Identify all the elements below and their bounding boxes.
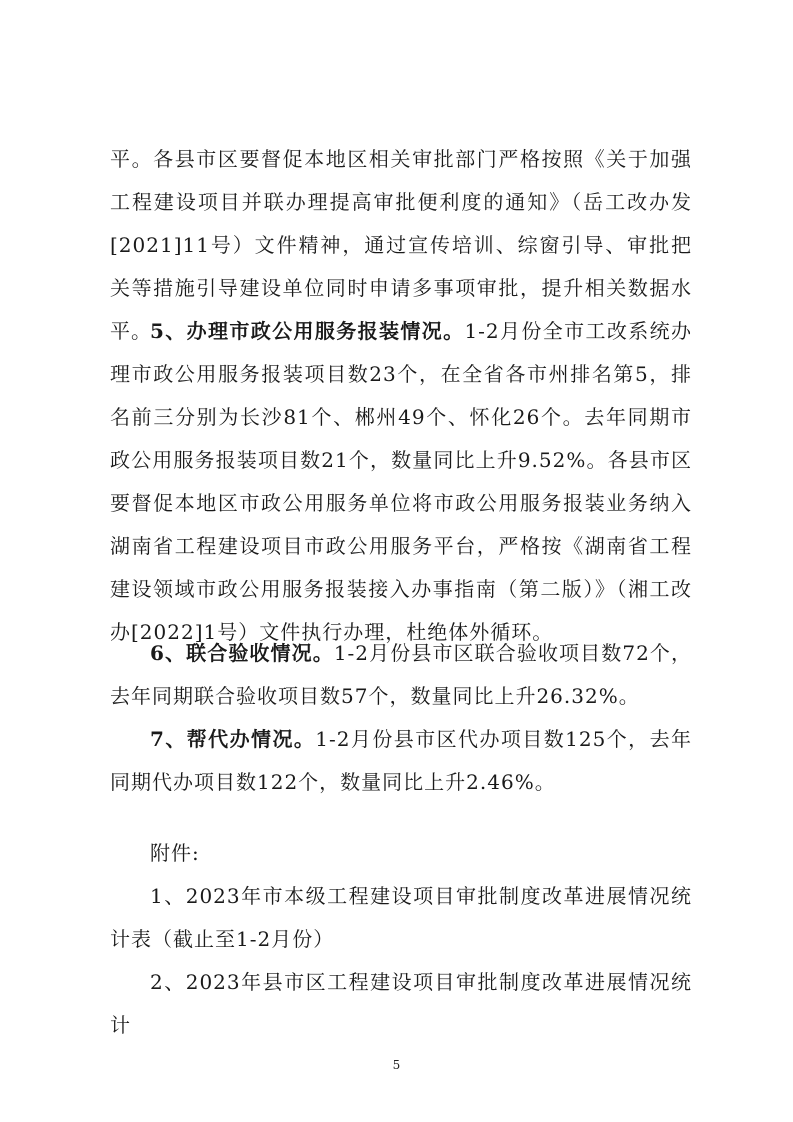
attachments-label: 附件: <box>150 841 200 865</box>
section-6-joint-acceptance <box>110 632 692 718</box>
section-7-agency-service <box>110 718 692 804</box>
section-5-heading: 5、办理市政公用服务报装情况。 <box>150 319 465 343</box>
section-6-body: 1-2月份县市区联合验收项目数72个，去年同期联合验收项目数57个，数量同比上升26.32%。 <box>110 641 692 708</box>
section-7-heading: 7、帮代办情况。 <box>150 727 316 751</box>
paragraph-continuation: 平。各县市区要督促本地区相关审批部门严格按照《关于加强工程建设项目并联办理提高审批便利度的通知》（岳工改办发[2021]11号）文件精神，通过宣传培训、综窗引导、审批把关等措施引导建设单位同时申请多事项审批，提升相关数据水平。 <box>110 147 692 343</box>
section-5-body: 1-2月份全市工改系统办理市政公用服务报装项目数23个，在全省各市州排名第5，排名前三分别为长沙81个、郴州49个、怀化26个。去年同期市政公用服务报装项目数21个，数量同比上升9.52%。各县市区要督促本地区市政公用服务单位将市政公用服务报装业务纳入湖南省工程建设项目市政公用服务平台，严格按《湖南省工程建设领域市政公用服务报装接入办事指南（第二版）》（湘工改办[2022]1号）文件执行办理，杜绝体外循环。 <box>110 319 692 644</box>
page-number: 5 <box>392 1058 401 1072</box>
attachment-item-2: 2、2023年县市区工程建设项目审批制度改革进展情况统计 <box>110 970 692 1037</box>
attachment-item-1: 1、2023年市本级工程建设项目审批制度改革进展情况统计表（截止至1-2月份） <box>110 884 692 951</box>
section-5-municipal-services <box>110 310 692 654</box>
section-6-heading: 6、联合验收情况。 <box>150 641 334 665</box>
section-7-body: 1-2月份县市区代办项目数125个，去年同期代办项目数122个，数量同比上升2.46%。 <box>110 727 692 794</box>
